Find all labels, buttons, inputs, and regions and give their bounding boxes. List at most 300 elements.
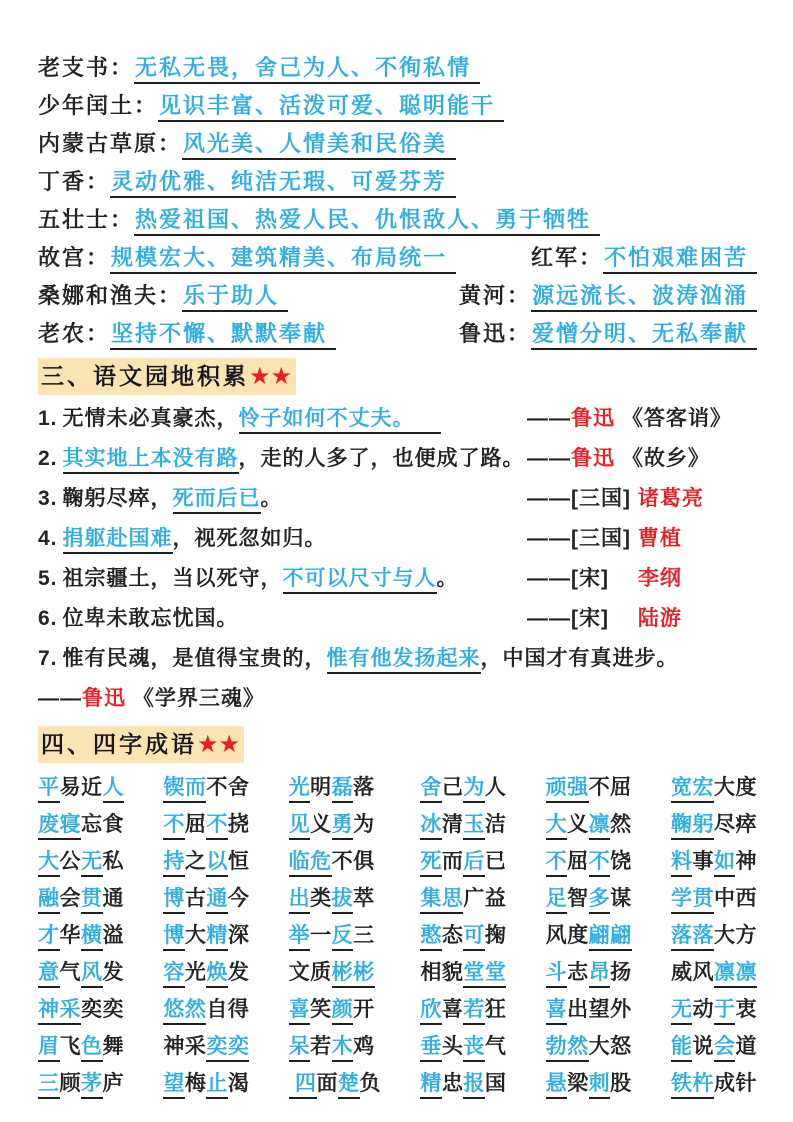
highlighted-text: 昂: [589, 961, 611, 988]
plain-text: 明: [310, 776, 332, 799]
plain-text: 中西: [713, 887, 757, 910]
idiom: [163, 960, 249, 985]
plain-text: ——: [38, 687, 82, 710]
idiom: [38, 812, 124, 837]
plain-text: ，中国才有真进步。: [480, 647, 679, 670]
trait-description: 灵动优雅、纯洁无瑕、可爱芬芳: [110, 169, 456, 198]
idiom: [38, 923, 124, 948]
idiom: [671, 886, 757, 911]
idiom: [546, 1071, 632, 1096]
highlighted-text: 后: [463, 850, 485, 877]
plain-text: ——[三国]: [527, 527, 638, 550]
plain-text: 梅: [184, 1072, 207, 1095]
plain-text: 溢: [102, 924, 124, 947]
plain-text: 类: [310, 887, 332, 910]
plain-text: 风度: [545, 924, 589, 947]
quote-number: 5.: [38, 567, 58, 590]
idiom: [289, 1034, 381, 1059]
highlighted-text: 丧: [463, 1035, 485, 1062]
quote-line: [38, 605, 757, 632]
plain-text: 祖宗疆土，当以死守，: [62, 567, 283, 590]
idiom: [420, 923, 506, 948]
trait-label: 鲁迅：: [458, 321, 531, 346]
highlighted-text: 神采: [38, 998, 81, 1025]
highlighted-text: 大: [546, 813, 568, 840]
plain-text: 面: [316, 1072, 338, 1095]
idiom: [546, 849, 632, 874]
plain-text: 不舍: [206, 776, 250, 799]
character-trait-row: [38, 206, 757, 233]
highlighted-text: 见: [289, 813, 311, 840]
plain-text: 而: [441, 850, 464, 873]
highlighted-text: 悬: [546, 1072, 568, 1099]
highlighted-text: 捐躯赴国难: [63, 527, 173, 554]
idiom: [546, 923, 632, 948]
plain-text: ——[宋]: [527, 567, 638, 590]
highlighted-text: 垂: [420, 1035, 442, 1062]
trait-pair: [38, 320, 336, 347]
section-heading-4: [38, 726, 244, 763]
idiom: [420, 1071, 506, 1096]
plain-text: 义: [567, 813, 589, 836]
highlighted-text: 喜: [289, 998, 311, 1025]
plain-text: 清: [441, 813, 464, 836]
highlighted-text: 望: [163, 1072, 185, 1099]
highlighted-text: 精: [206, 924, 228, 951]
highlighted-text: 堂堂: [463, 961, 506, 988]
quote-attribution: [527, 445, 710, 472]
highlighted-text: 惟有他发扬起来: [327, 647, 481, 674]
plain-text: 华: [59, 924, 81, 947]
highlighted-text: 风: [81, 961, 103, 988]
idiom: [671, 1071, 757, 1096]
quote-attribution: [527, 605, 682, 632]
quote-attribution: [527, 565, 682, 592]
plain-text: 古: [184, 887, 207, 910]
plain-text: 三: [353, 924, 375, 947]
plain-text: 今: [227, 887, 250, 910]
plain-text: 掬: [484, 924, 507, 947]
trait-label: 故宫：: [38, 245, 111, 270]
plain-text: 渴: [227, 1072, 250, 1095]
quotes-list: [38, 405, 757, 672]
highlighted-text: 止: [206, 1072, 228, 1099]
highlighted-text: 融: [38, 887, 60, 914]
highlighted-text: 博: [163, 924, 185, 951]
trait-pair: [459, 282, 757, 309]
highlighted-text: 翩翩: [589, 924, 632, 951]
idiom: [163, 1071, 249, 1096]
plain-text: 狂: [484, 998, 507, 1021]
highlighted-text: 欣: [420, 998, 442, 1025]
quote-line: [38, 405, 757, 432]
idiom: [163, 849, 249, 874]
highlighted-text: 不可以尺寸与人: [283, 567, 437, 594]
quote-number: 1.: [38, 407, 58, 430]
plain-text: 然: [610, 813, 632, 836]
plain-text: 道: [735, 1035, 757, 1058]
trait-pair: [38, 168, 456, 195]
plain-text: 扬: [610, 961, 632, 984]
trait-pair: [531, 244, 757, 271]
character-trait-row: [38, 92, 757, 119]
plain-text: 庐: [102, 1072, 124, 1095]
quote-attribution: [527, 485, 704, 512]
idiom: [420, 960, 506, 985]
highlighted-text: 能: [671, 1035, 693, 1062]
plain-text: 私: [102, 850, 124, 873]
highlighted-text: 料: [671, 850, 693, 877]
highlighted-text: 可: [463, 924, 485, 951]
plain-text: 若: [310, 1035, 332, 1058]
highlighted-text: 顽强: [546, 776, 589, 803]
plain-text: 惟有民魂，是值得宝贵的，: [62, 647, 327, 670]
idiom: [38, 997, 124, 1022]
idiom: [546, 960, 632, 985]
trait-label: 红军：: [530, 245, 603, 270]
author-name: 诸葛亮: [637, 487, 704, 510]
quote-line: [38, 565, 757, 592]
plain-text: 头: [441, 1035, 464, 1058]
plain-text: 开: [353, 998, 375, 1021]
idiom: [420, 1034, 506, 1059]
character-trait-row: [38, 168, 757, 195]
quote-attribution: [527, 405, 732, 432]
highlighted-text: 铁杵: [671, 1072, 714, 1099]
highlighted-text: 勃然: [546, 1035, 589, 1062]
idiom: [289, 1071, 381, 1096]
highlighted-text: 废寝: [38, 813, 81, 840]
plain-text: 萃: [353, 887, 375, 910]
trait-description: 不怕艰难困苦: [603, 245, 757, 274]
plain-text: ——: [527, 407, 571, 430]
highlighted-text: 彬彬: [332, 961, 375, 988]
highlighted-text: 不: [163, 813, 185, 840]
idiom: [289, 923, 381, 948]
plain-text: 。: [436, 567, 459, 590]
highlighted-text: 勇: [332, 813, 354, 840]
highlighted-text: 宽宏: [671, 776, 714, 803]
plain-text: 落: [353, 776, 375, 799]
highlighted-text: 眉: [38, 1035, 60, 1062]
highlighted-text: 不: [589, 850, 611, 877]
highlighted-text: 平: [38, 776, 60, 803]
highlighted-text: 颜: [332, 998, 354, 1025]
plain-text: 文质: [288, 961, 332, 984]
idiom: [38, 849, 124, 874]
character-traits-section: [38, 54, 757, 347]
highlighted-text: 意: [38, 961, 60, 988]
plain-text: 梁: [567, 1072, 589, 1095]
plain-text: 飞: [59, 1035, 81, 1058]
plain-text: ——[宋]: [527, 607, 638, 630]
highlighted-text: 于: [714, 998, 736, 1025]
plain-text: 大方: [713, 924, 757, 947]
character-trait-row: [38, 54, 757, 81]
plain-text: 。: [260, 487, 283, 510]
plain-text: 笑: [310, 998, 332, 1021]
plain-text: 人: [484, 776, 507, 799]
trait-label: 少年闰土：: [38, 93, 159, 118]
plain-text: ——: [527, 447, 571, 470]
highlighted-text: 玉: [463, 813, 485, 840]
quote-attribution: [527, 525, 682, 552]
highlighted-text: 色: [81, 1035, 103, 1062]
highlighted-text: 如: [714, 850, 736, 877]
highlighted-text: 三: [38, 1072, 60, 1099]
highlighted-text: 死而后已: [173, 487, 261, 514]
idiom: [671, 775, 757, 800]
highlighted-text: 鞠躬: [671, 813, 714, 840]
highlighted-text: 凛凛: [714, 961, 757, 988]
highlighted-text: 怜子如何不丈夫。: [239, 407, 441, 434]
plain-text: 《故乡》: [615, 447, 710, 470]
idiom: [163, 775, 249, 800]
trait-pair: [459, 320, 757, 347]
section-4-title: 四、四字成语: [41, 731, 197, 757]
highlighted-text: 为: [463, 776, 485, 803]
plain-text: 己: [441, 776, 464, 799]
plain-text: 会: [59, 887, 81, 910]
idiom: [163, 923, 249, 948]
highlighted-text: 焕: [206, 961, 228, 988]
plain-text: 为: [353, 813, 375, 836]
highlighted-text: 奕奕: [206, 1035, 249, 1062]
idiom: [546, 886, 632, 911]
highlighted-text: 持: [163, 850, 185, 877]
plain-text: 自得: [206, 998, 250, 1021]
idiom: [671, 997, 757, 1022]
trait-label: 五壮士：: [38, 207, 135, 232]
author-name: 鲁迅: [82, 687, 126, 710]
plain-text: 义: [310, 813, 332, 836]
highlighted-text: 出: [289, 887, 311, 914]
highlighted-text: 其实地上本没有路: [63, 447, 239, 474]
highlighted-text: 冰: [420, 813, 442, 840]
character-trait-row: [38, 320, 757, 347]
highlighted-text: 通: [206, 887, 228, 914]
character-trait-row: [38, 282, 757, 309]
plain-text: 公: [59, 850, 81, 873]
highlighted-text: 精: [420, 1072, 442, 1099]
highlighted-text: 喜: [546, 998, 568, 1025]
quote-line: [38, 485, 757, 512]
idiom: [163, 886, 249, 911]
trait-pair: [38, 54, 480, 81]
star-icon: ★★: [249, 363, 293, 390]
trait-pair: [38, 92, 504, 119]
highlighted-text: 憨: [420, 924, 442, 951]
plain-text: 位卑未敢忘忧国。: [62, 607, 239, 630]
quote-number: 2.: [38, 447, 58, 470]
trait-description: 无私无畏，舍己为人、不徇私情: [134, 55, 480, 84]
plain-text: ，走的人多了，也便成了路。: [238, 447, 525, 470]
quote-number: 7.: [38, 647, 58, 670]
plain-text: 大怒: [588, 1035, 632, 1058]
highlighted-text: 凛: [589, 813, 611, 840]
plain-text: ，视死忽如归。: [172, 527, 327, 550]
plain-text: 尽瘁: [713, 813, 757, 836]
highlighted-text: 落落: [671, 924, 714, 951]
plain-text: 威风: [670, 961, 714, 984]
plain-text: 广益: [463, 887, 507, 910]
idiom: [546, 1034, 632, 1059]
highlighted-text: 悠然: [163, 998, 206, 1025]
highlighted-text: 反: [332, 924, 354, 951]
highlighted-text: 呆: [289, 1035, 311, 1062]
trait-description: 规模宏大、建筑精美、布局统一: [110, 245, 456, 274]
idiom: [420, 812, 506, 837]
plain-text: 负: [359, 1072, 381, 1095]
plain-text: 股: [610, 1072, 632, 1095]
idiom: [671, 812, 757, 837]
plain-text: 喜: [441, 998, 464, 1021]
plain-text: 气: [59, 961, 81, 984]
highlighted-text: 博: [163, 887, 185, 914]
idiom: [163, 812, 249, 837]
section-heading-3-wrap: [38, 358, 757, 395]
idiom: [546, 997, 632, 1022]
author-name: 鲁迅: [571, 447, 615, 470]
plain-text: 恒: [227, 850, 250, 873]
plain-text: 发: [227, 961, 250, 984]
plain-text: 忠: [441, 1072, 464, 1095]
plain-text: 洁: [484, 813, 507, 836]
plain-text: 大: [184, 924, 207, 947]
plain-text: 志: [567, 961, 589, 984]
plain-text: 不屈: [588, 776, 632, 799]
idiom: [38, 886, 124, 911]
idiom: [671, 1034, 757, 1059]
plain-text: 通: [102, 887, 124, 910]
plain-text: 挠: [227, 813, 250, 836]
highlighted-text: 以: [206, 850, 228, 877]
highlighted-text: 舍: [420, 776, 442, 803]
plain-text: 态: [441, 924, 464, 947]
author-name: 李纲: [637, 567, 682, 590]
plain-text: 之: [184, 850, 207, 873]
highlighted-text: 楚: [338, 1072, 360, 1099]
quote-line: [38, 525, 757, 552]
plain-text: 已: [484, 850, 507, 873]
highlighted-text: 光: [289, 776, 311, 803]
highlighted-text: 四: [295, 1072, 317, 1099]
plain-text: 大度: [713, 776, 757, 799]
trait-description: 坚持不懈、默默奉献: [110, 321, 336, 350]
highlighted-text: 临危: [289, 850, 332, 877]
plain-text: 衷: [735, 998, 757, 1021]
quote-line: [38, 445, 757, 472]
trait-label: 丁香：: [38, 169, 111, 194]
plain-text: 说: [692, 1035, 714, 1058]
highlighted-text: 多: [589, 887, 611, 914]
highlighted-text: 足: [546, 887, 568, 914]
highlighted-text: 无: [81, 850, 103, 877]
plain-text: 事: [692, 850, 714, 873]
idiom: [289, 849, 381, 874]
plain-text: 谋: [610, 887, 632, 910]
quote-number: 4.: [38, 527, 58, 550]
idiom: [38, 1034, 124, 1059]
highlighted-text: 横: [81, 924, 103, 951]
plain-text: 鞠躬尽瘁，: [62, 487, 173, 510]
plain-text: 深: [227, 924, 250, 947]
highlighted-text: 拔: [332, 887, 354, 914]
quote-line: [38, 645, 757, 672]
plain-text: 智: [567, 887, 589, 910]
highlighted-text: 大: [38, 850, 60, 877]
plain-text: 不俱: [331, 850, 375, 873]
idiom: [420, 997, 506, 1022]
plain-text: 《学界三魂》: [126, 687, 265, 710]
highlighted-text: 茅: [81, 1072, 103, 1099]
highlighted-text: 不: [206, 813, 228, 840]
plain-text: 屈: [567, 850, 589, 873]
section-heading-3: [38, 358, 296, 395]
highlighted-text: 集思: [420, 887, 463, 914]
highlighted-text: 无: [671, 998, 693, 1025]
trait-label: 桑娜和渔夫：: [38, 283, 183, 308]
idiom: [38, 775, 124, 800]
trait-description: 源远流长、波涛汹涌: [531, 283, 757, 312]
plain-text: 奕奕: [81, 998, 124, 1021]
highlighted-text: 才: [38, 924, 60, 951]
trait-pair: [38, 244, 456, 271]
plain-text: 鸡: [353, 1035, 375, 1058]
highlighted-text: 不: [546, 850, 568, 877]
highlighted-text: 木: [332, 1035, 354, 1062]
trait-label: 老农：: [38, 321, 111, 346]
trait-description: 乐于助人: [182, 283, 288, 312]
plain-text: 发: [102, 961, 124, 984]
trait-description: 见识丰富、活泼可爱、聪明能干: [158, 93, 504, 122]
quote-attribution-line: [38, 685, 757, 712]
idiom: [289, 812, 381, 837]
plain-text: 饶: [610, 850, 632, 873]
plain-text: 气: [484, 1035, 507, 1058]
idiom: [420, 849, 506, 874]
trait-description: 热爱祖国、热爱人民、仇恨敌人、勇于牺牲: [134, 207, 600, 236]
idiom: [671, 960, 757, 985]
idiom: [163, 997, 249, 1022]
idiom: [546, 775, 632, 800]
highlighted-text: 斗: [546, 961, 568, 988]
plain-text: 一: [310, 924, 332, 947]
idiom-grid: [38, 775, 757, 1096]
author-name: 陆游: [637, 607, 682, 630]
plain-text: 出望外: [567, 998, 632, 1021]
idiom: [420, 886, 506, 911]
idiom: [289, 886, 381, 911]
trait-label: 黄河：: [458, 283, 531, 308]
plain-text: 易近: [59, 776, 103, 799]
trait-pair: [38, 206, 600, 233]
plain-text: 光: [184, 961, 207, 984]
trait-pair: [38, 282, 288, 309]
idiom: [38, 960, 124, 985]
plain-text: 国: [484, 1072, 507, 1095]
idiom: [289, 775, 381, 800]
plain-text: 神: [735, 850, 757, 873]
character-trait-row: [38, 130, 757, 157]
idiom: [289, 960, 381, 985]
section-3-title: 三、语文园地积累: [41, 363, 249, 389]
highlighted-text: 容: [163, 961, 185, 988]
highlighted-text: 举: [289, 924, 311, 951]
author-name: 曹植: [637, 527, 682, 550]
author-name: 鲁迅: [571, 407, 615, 430]
trait-label: 内蒙古草原：: [38, 131, 183, 156]
